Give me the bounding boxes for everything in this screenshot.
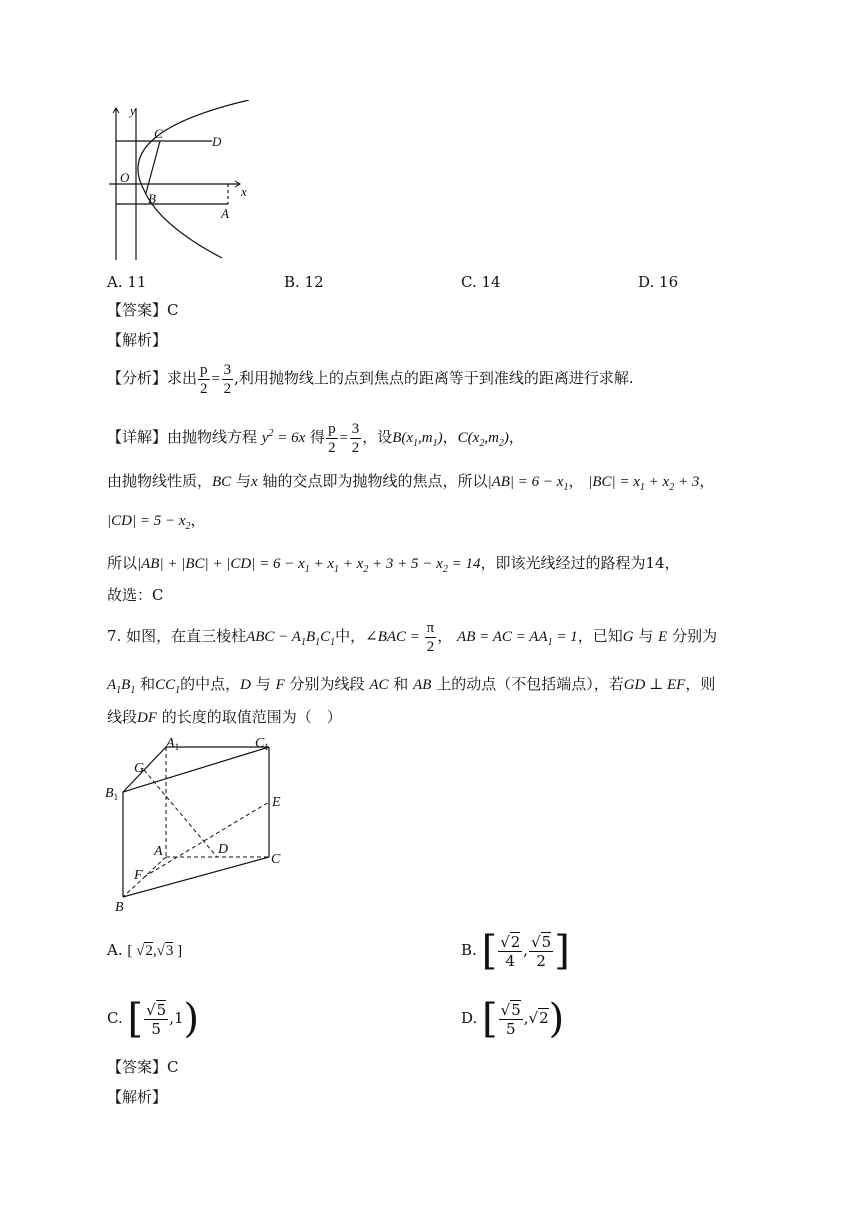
xiangjie-text-1: 由抛物线方程 <box>167 428 258 446</box>
q7-text-2e: 和 <box>393 675 409 693</box>
q7-analysis-heading: 【解析】 <box>107 1088 168 1106</box>
label-B: B <box>148 191 156 206</box>
label-D: D <box>212 134 222 149</box>
parabola-figure <box>104 100 254 265</box>
q7-option-d: D. [ $\frac{√5}{5}$ ,√2) <box>461 996 565 1042</box>
label-C: C <box>154 126 163 141</box>
label-C1: $C_1$ <box>255 736 269 752</box>
label-B: B <box>115 900 124 913</box>
q7-text-1e: 分别为 <box>672 627 718 645</box>
q7-stem-line-3: 线段DF 的长度的取值范围为（ ） <box>107 708 342 726</box>
sum-text-b: ，即该光线经过的路程为14， <box>480 554 680 572</box>
q6-cd-line: $|CD| = 5 - x_2$， <box>107 511 206 532</box>
q6-answer: 【答案】C <box>107 301 179 319</box>
q6-option-b: B. 12 <box>284 273 324 291</box>
label-E: E <box>272 795 281 810</box>
label-G: G <box>134 761 145 776</box>
q7-option-c: C. [ $\frac{√5}{5}$ ,1) <box>107 996 200 1042</box>
q7-option-d-letter: D. <box>461 1009 478 1027</box>
q6-fenxi-line: 【分析】求出 $\frac{p}{2}$ = $\frac{3}{2}$ ,利用抛物线上的点到焦点的距离等于到准线的距离进行求解. <box>107 362 634 398</box>
label-y: y <box>130 103 136 118</box>
label-A: A <box>221 206 229 221</box>
q7-option-b-letter: B. <box>461 941 477 959</box>
q7-text-1b: 中， <box>335 627 366 645</box>
xiangjie-text-2: 得 <box>310 428 326 446</box>
q7-text-2f: 上的动点（不包括端点），若 <box>436 675 624 693</box>
q7-text-1a: 7. 如图，在直三棱柱 <box>107 627 247 645</box>
fenxi-post: ,利用抛物线上的点到焦点的距离等于到准线的距离进行求解. <box>234 369 634 387</box>
sum-text-a: 所以 <box>107 554 138 572</box>
q7-text-3a: 线段 <box>107 708 138 726</box>
xiangjie-label: 【详解】 <box>107 428 168 446</box>
q7-option-a: A. [ √2,√3 ] <box>107 941 183 959</box>
property-text-a: 由抛物线性质， <box>107 472 213 490</box>
fenxi-pre: 求出 <box>167 369 198 387</box>
label-C: C <box>271 852 281 867</box>
q7-option-b: B. [ $\frac{√2}{4}$ , $\frac{√5}{2}$ ] <box>461 928 570 974</box>
q6-option-a: A. 11 <box>107 273 147 291</box>
q6-analysis-heading: 【解析】 <box>107 331 168 349</box>
q7-text-2g: ，则 <box>685 675 716 693</box>
fenxi-label: 【分析】 <box>107 369 168 387</box>
q7-text-1d: 与 <box>638 627 654 645</box>
q6-sum-line: 所以$|AB| + |BC| + |CD| = 6 - x_1 + x_1 + x_2 + 3 + 5 - x_2 = 14$，即该光线经过的路程为14， <box>107 554 680 575</box>
label-O: O <box>120 170 130 185</box>
prism-figure <box>104 733 294 913</box>
xiangjie-text-3: ，设 <box>362 428 393 446</box>
q6-property-line: 由抛物线性质，BC 与x 轴的交点即为抛物线的焦点，所以$|AB| = 6 - x_1$， $|BC| = x_1 + x_2 + 3$， <box>107 472 715 493</box>
q6-option-d: D. 16 <box>638 273 679 291</box>
q7-text-3b: 的长度的取值范围为（ ） <box>161 708 342 726</box>
property-text-c: 轴的交点即为抛物线的焦点，所以 <box>262 472 488 490</box>
label-x: x <box>241 184 247 199</box>
q7-text-2a: 和 <box>140 675 156 693</box>
property-text-b: 与 <box>235 472 251 490</box>
q7-stem-line-1: 7. 如图，在直三棱柱ABC − $A_1B_1C_1$中，∠BAC = $\frac{\pi}{2}$ ， AB = AC = $AA_1 = 1$，已知G 与 E 分别为 <box>107 620 718 656</box>
q7-option-a-letter: A. <box>107 941 123 959</box>
q7-answer: 【答案】C <box>107 1058 179 1076</box>
q7-text-2d: 分别为线段 <box>289 675 365 693</box>
label-D: D <box>218 842 229 857</box>
label-A1: $A_1$ <box>166 736 180 752</box>
q6-option-c: C. 14 <box>461 273 501 291</box>
q6-choose: 故选：C <box>107 586 164 604</box>
label-F: F <box>134 868 143 883</box>
label-B1: $B_1$ <box>105 786 119 802</box>
q7-text-1c: ，已知 <box>577 627 623 645</box>
q6-xiangjie-line: 【详解】由抛物线方程 $y^2 = 6x$ 得 $\frac{p}{2}$ = $\frac{3}{2}$ ，设$B(x_1,m_1)$，$C(x_2,m_2)$， <box>107 421 524 457</box>
label-A: A <box>154 844 163 859</box>
q7-option-c-letter: C. <box>107 1009 123 1027</box>
q7-text-2c: 与 <box>255 675 271 693</box>
q7-text-2b: 的中点， <box>180 675 241 693</box>
q7-stem-line-2: $A_1B_1$ 和$CC_1$的中点，D 与 F 分别为线段 AC 和 AB 上的动点（不包括端点），若GD ⊥ EF，则 <box>107 675 716 696</box>
